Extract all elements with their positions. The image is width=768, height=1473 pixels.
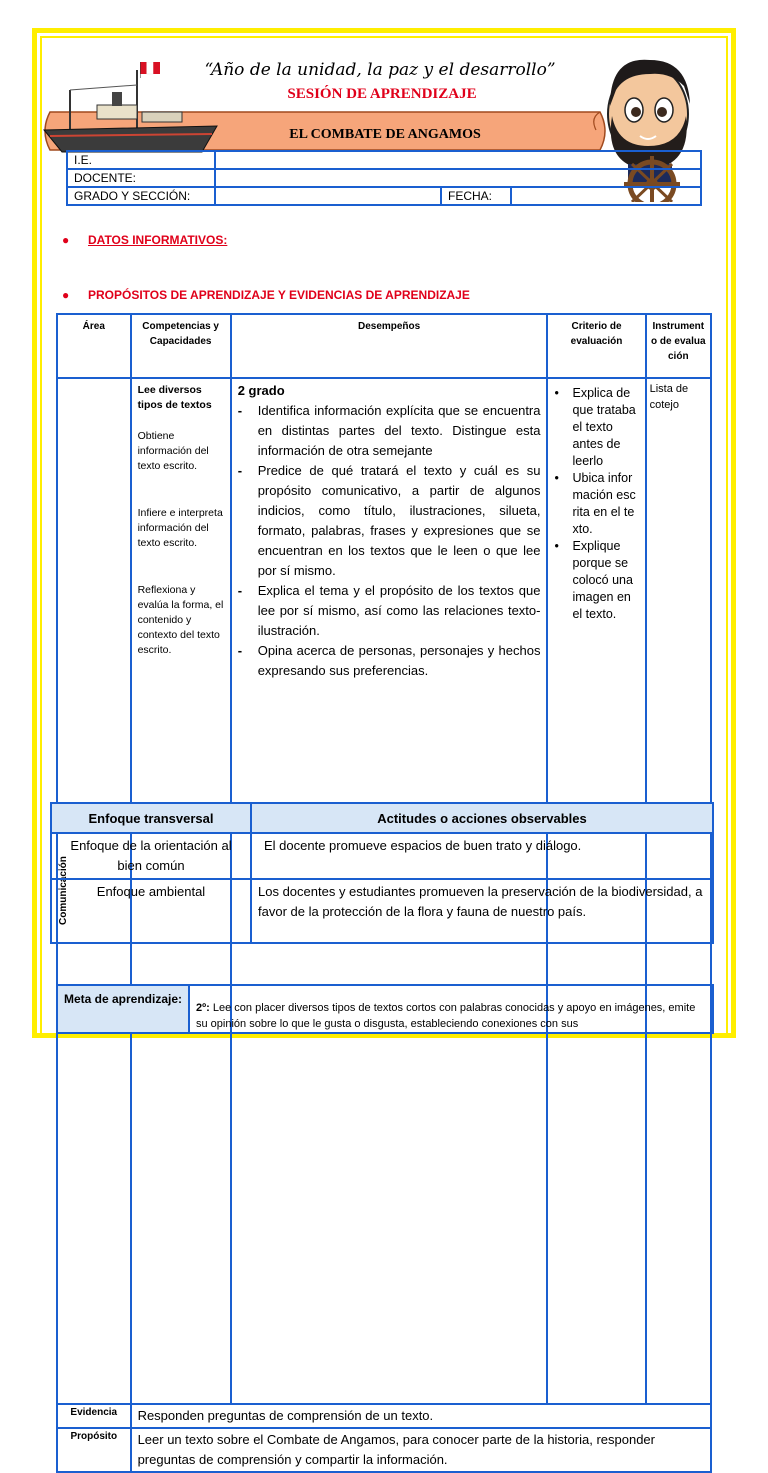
capacidad-item: Infiere e interpreta información del texto escrito. — [138, 506, 224, 551]
section-datos-informativos: ● DATOS INFORMATIVOS: — [62, 233, 227, 247]
capacidad-item: Obtiene información del texto escrito. — [138, 429, 224, 474]
enfoque-header-row — [51, 803, 713, 833]
meta-table — [56, 984, 714, 1034]
grado-label: 2 grado — [238, 381, 541, 401]
desempeno-item: - Explica el tema y el propósito de los textos que lee por sí mismo, así como las relaciones texto-ilustración. — [238, 581, 541, 641]
enfoque-row — [51, 833, 713, 879]
evidencia-text — [131, 1404, 711, 1428]
capacidad-item: Reflexiona y evalúa la forma, el contenido y contexto del texto escrito. — [138, 583, 224, 658]
table-header-row — [57, 314, 711, 378]
info-table — [66, 150, 702, 206]
header-enfoque: Enfoque transversal — [51, 803, 251, 833]
header-actitudes: Actitudes o acciones observables — [251, 803, 713, 833]
bullet-icon: ● — [62, 233, 68, 247]
meta-label: Meta de aprendizaje: — [57, 985, 189, 1033]
info-value-fecha[interactable] — [511, 187, 701, 205]
criterio-item: • Explique porque se colocó una imagen en el texto. — [554, 538, 638, 623]
ship-illustration — [42, 60, 222, 160]
proposito-text — [131, 1428, 711, 1472]
info-label-fecha: FECHA: — [441, 187, 511, 205]
info-label-docente: DOCENTE: — [67, 169, 215, 187]
enfoque-name: Enfoque de la orientación al bien común — [51, 833, 251, 879]
proposito-row — [57, 1428, 711, 1472]
evidencia-label — [57, 1404, 131, 1428]
meta-row — [57, 985, 713, 1033]
info-label-ie: I.E. — [67, 151, 215, 169]
desempeno-item: - Predice de qué tratará el texto y cuál es su propósito comunicativo, a partir de algunos indicios, como título, ilustraciones, silueta, formato, palabras, frases y expresiones que se encuentran en los textos que le leen o que lee por sí mismo. — [238, 461, 541, 581]
criterio-item: • Explica de que trataba el texto antes de leerlo — [554, 385, 638, 470]
header-instrumento: Instrumento de evaluación — [646, 314, 711, 378]
info-row-grado — [67, 187, 701, 205]
header-desempenos: Desempeños — [231, 314, 548, 378]
info-value-docente[interactable] — [215, 169, 701, 187]
header-competencias: Competencias y Capacidades — [131, 314, 231, 378]
enfoque-row — [51, 879, 713, 943]
bullet-icon: • — [554, 385, 572, 470]
year-motto: “Año de la unidad, la paz y el desarrollo” — [200, 60, 560, 80]
session-title: EL COMBATE DE ANGAMOS — [230, 127, 540, 143]
evidencia-row — [57, 1404, 711, 1428]
desempeno-item: - Identifica información explícita que se encuentra en distintas partes del texto. Distingue esta información de otra semejante — [238, 401, 541, 461]
header-criterio: Criterio de evaluación — [547, 314, 645, 378]
bullet-icon: • — [554, 538, 572, 623]
session-heading: SESIÓN DE APRENDIZAJE — [232, 86, 532, 103]
instrumento-cell: Lista de cotejo — [646, 378, 711, 1404]
enfoque-actitud: Los docentes y estudiantes promueven la preservación de la biodiversidad, a favor de la protección de la flora y fauna de nuestro país. — [251, 879, 713, 943]
info-value-ie[interactable] — [215, 151, 701, 169]
meta-content — [189, 985, 713, 1033]
info-label-grado: GRADO Y SECCIÓN: — [67, 187, 215, 205]
enfoque-actitud: El docente promueve espacios de buen trato y diálogo. — [251, 833, 713, 879]
competencia-title: Lee diversos tipos de textos — [138, 383, 224, 413]
enfoque-table — [50, 802, 714, 944]
peru-flag-icon — [140, 62, 160, 78]
area-label: Comunicación — [58, 379, 69, 1403]
enfoque-name: Enfoque ambiental — [51, 879, 251, 943]
proposito-label — [57, 1428, 131, 1472]
info-value-grado[interactable] — [215, 187, 441, 205]
bullet-icon: • — [554, 470, 572, 538]
meta-prefix: 2º: — [196, 1002, 210, 1014]
section-propositos: ● PROPÓSITOS DE APRENDIZAJE Y EVIDENCIAS DE APRENDIZAJE — [62, 288, 470, 302]
desempeno-item: - Opina acerca de personas, personajes y hechos expresando sus preferencias. — [238, 641, 541, 681]
bullet-icon: ● — [62, 288, 68, 302]
meta-text: Lee con placer diversos tipos de textos cortos con palabras conocidas y apoyo en imágenes, emite su opinión sobre lo que le gusta o disgusta, estableciendo conexiones con sus — [196, 1002, 695, 1030]
criterio-item: • Ubica información escrita en el texto. — [554, 470, 638, 538]
info-row-docente — [67, 169, 701, 187]
info-row-ie — [67, 151, 701, 169]
header-area: Área — [57, 314, 131, 378]
